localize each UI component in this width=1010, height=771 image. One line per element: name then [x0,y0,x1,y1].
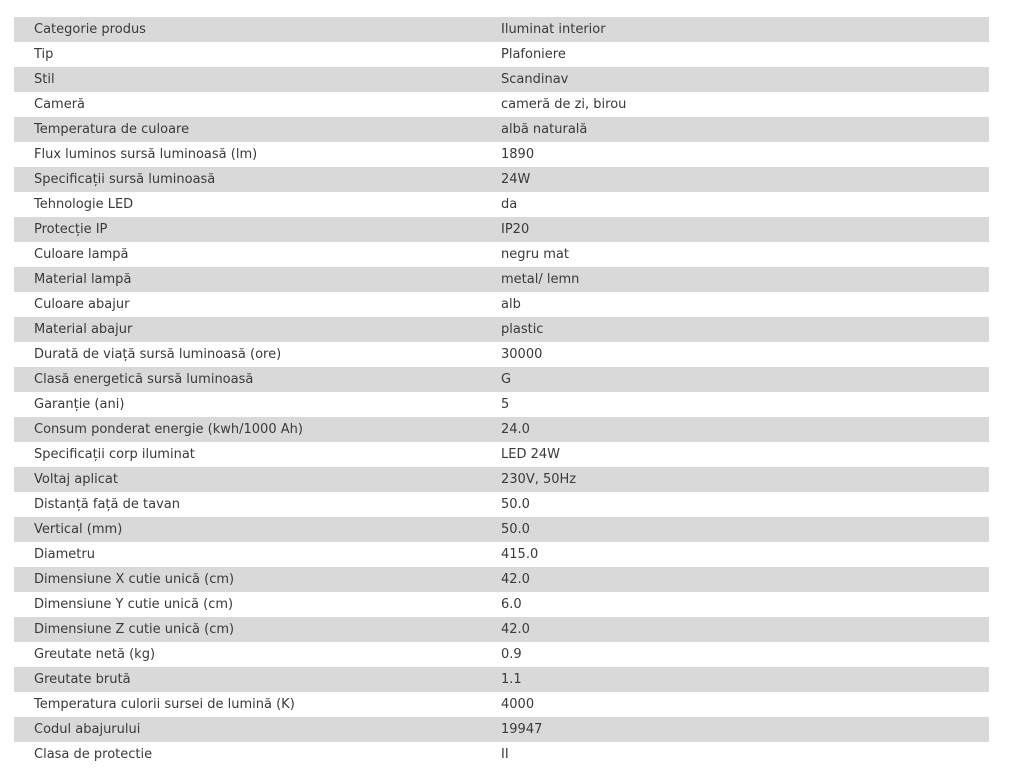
spec-label: Codul abajurului [34,722,141,737]
spec-row [14,367,989,392]
spec-row [14,717,989,742]
spec-row [14,17,989,42]
spec-label: Stil [34,72,55,87]
spec-value: G [501,372,512,387]
spec-value: IP20 [501,222,530,237]
spec-label: Cameră [34,97,86,112]
spec-value: metal/ lemn [501,272,580,287]
spec-label: Diametru [34,547,95,562]
spec-label: Greutate brută [34,672,131,687]
spec-label: Specificații corp iluminat [34,447,195,462]
spec-value: plastic [501,322,544,337]
spec-label: Categorie produs [34,22,146,37]
spec-row [14,467,989,492]
spec-label: Flux luminos sursă luminoasă (lm) [34,147,258,162]
spec-row [14,567,989,592]
spec-label: Material abajur [34,322,133,337]
spec-label: Consum ponderat energie (kwh/1000 Ah) [34,422,303,437]
spec-label: Culoare lampă [34,247,129,262]
spec-row [14,142,989,167]
spec-value: da [501,197,518,212]
spec-label: Clasă energetică sursă luminoasă [34,372,254,387]
spec-label: Tehnologie LED [34,197,134,212]
spec-row [14,267,989,292]
spec-value: 24W [501,172,531,187]
spec-value: 50.0 [501,522,530,537]
spec-value: 415.0 [501,547,539,562]
spec-row [14,592,989,617]
spec-row [14,692,989,717]
spec-row [14,317,989,342]
spec-row [14,667,989,692]
spec-row [14,167,989,192]
spec-label: Distanță față de tavan [34,497,180,512]
spec-row [14,217,989,242]
spec-value: negru mat [501,247,569,262]
spec-label: Garanție (ani) [34,397,125,412]
spec-row [14,192,989,217]
spec-value: alb [501,297,521,312]
spec-row [14,92,989,117]
spec-label: Dimensiune Y cutie unică (cm) [34,597,234,612]
spec-label: Vertical (mm) [34,522,123,537]
spec-label: Durată de viață sursă luminoasă (ore) [34,347,282,362]
spec-row [14,442,989,467]
spec-value: Scandinav [501,72,569,87]
spec-row [14,542,989,567]
spec-value: 24.0 [501,422,530,437]
spec-value: LED 24W [501,447,560,462]
spec-value: 6.0 [501,597,522,612]
spec-value: cameră de zi, birou [501,97,627,112]
spec-value: Plafoniere [501,47,566,62]
spec-value: 42.0 [501,622,530,637]
spec-value: II [501,747,509,762]
spec-row [14,742,989,767]
spec-value: 50.0 [501,497,530,512]
spec-row [14,517,989,542]
spec-value: 30000 [501,347,543,362]
spec-row [14,42,989,67]
spec-label: Temperatura culorii sursei de lumină (K) [34,697,295,712]
spec-value: 0.9 [501,647,522,662]
spec-row [14,617,989,642]
spec-value: 230V, 50Hz [501,472,577,487]
spec-label: Voltaj aplicat [34,472,118,487]
spec-value: 1890 [501,147,535,162]
spec-row [14,117,989,142]
spec-label: Tip [34,47,54,62]
spec-value: 42.0 [501,572,530,587]
spec-row [14,417,989,442]
spec-row [14,642,989,667]
spec-row [14,392,989,417]
spec-label: Greutate netă (kg) [34,647,156,662]
product-specifications-table [14,17,989,767]
spec-value: albă naturală [501,122,588,137]
spec-label: Temperatura de culoare [34,122,190,137]
spec-value: 19947 [501,722,543,737]
spec-row [14,292,989,317]
spec-label: Clasa de protectie [34,747,153,762]
spec-row [14,342,989,367]
spec-row [14,67,989,92]
spec-row [14,242,989,267]
spec-label: Dimensiune X cutie unică (cm) [34,572,235,587]
spec-label: Culoare abajur [34,297,130,312]
spec-label: Protecție IP [34,222,108,237]
spec-value: 5 [501,397,510,412]
spec-label: Material lampă [34,272,132,287]
spec-label: Dimensiune Z cutie unică (cm) [34,622,235,637]
spec-value: 4000 [501,697,535,712]
spec-value: 1.1 [501,672,522,687]
spec-label: Specificații sursă luminoasă [34,172,216,187]
spec-row [14,492,989,517]
spec-value: Iluminat interior [501,22,606,37]
